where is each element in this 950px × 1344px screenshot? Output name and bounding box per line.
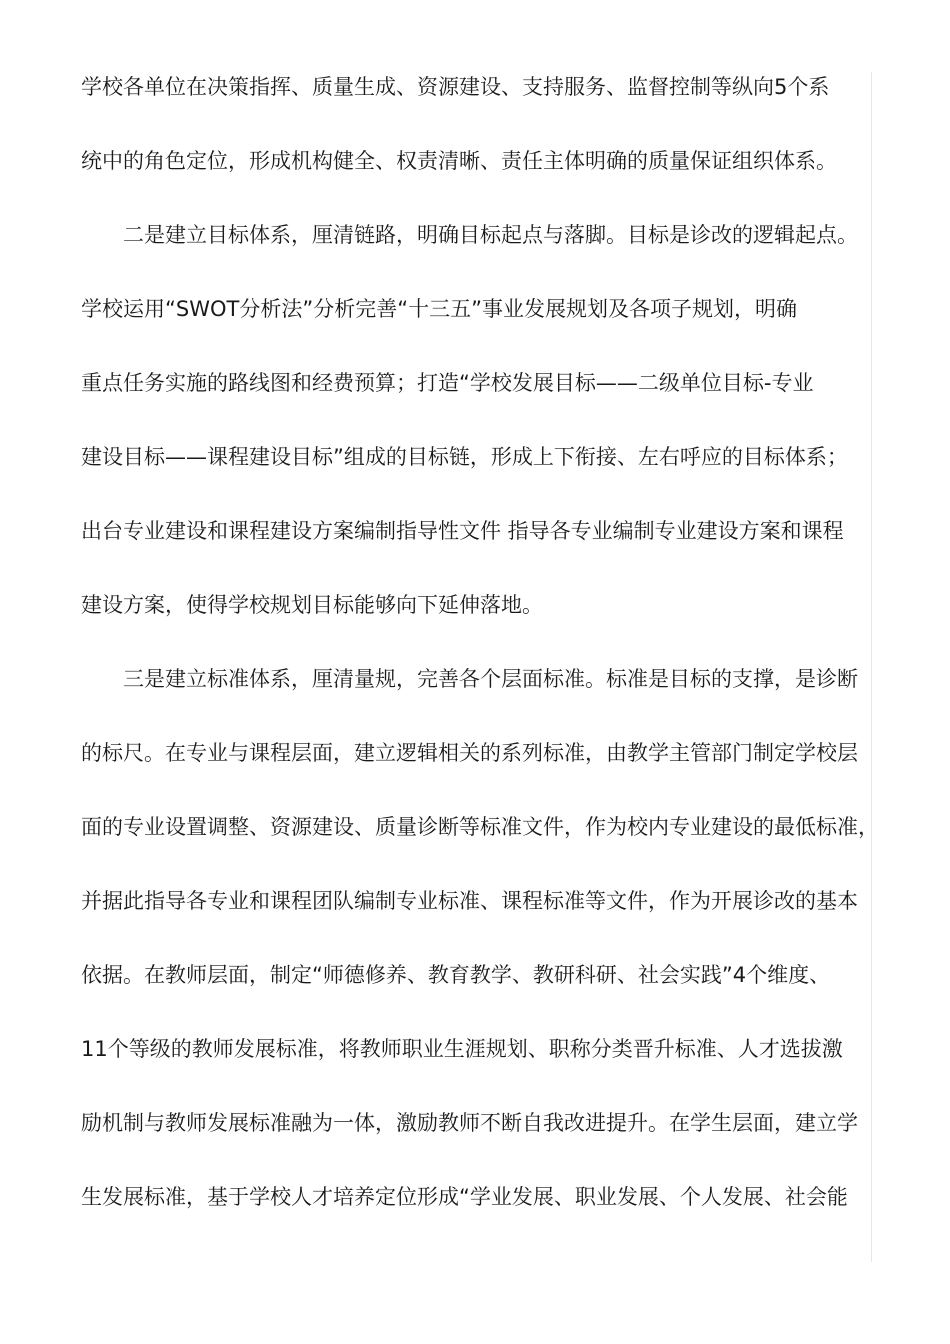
text-line: 出台专业建设和课程建设方案编制指导性文件 指导各专业编制专业建设方案和课程 [81,519,844,543]
text-line: 依据。在教师层面，制定“师德修养、教育教学、教研科研、社会实践”4个维度、 [81,963,831,987]
text-line: 学校运用“SWOT分析法”分析完善“十三五”事业发展规划及各项子规划，明确 [81,297,797,321]
text-line: 学校各单位在决策指挥、质量生成、资源建设、支持服务、监督控制等纵向5个系 [81,75,830,99]
paragraph-start-line: 三是建立标准体系，厘清量规，完善各个层面标准。标准是目标的支撑，是诊断 [123,667,858,691]
text-line: 并据此指导各专业和课程团队编制专业标准、课程标准等文件，作为开展诊改的基本 [81,889,858,913]
text-line: 励机制与教师发展标准融为一体，激励教师不断自我改进提升。在学生层面，建立学 [81,1111,858,1135]
text-line: 的标尺。在专业与课程层面，建立逻辑相关的系列标准，由教学主管部门制定学校层 [81,741,858,765]
text-line: 面的专业设置调整、资源建设、质量诊断等标准文件，作为校内专业建设的最低标准， [81,815,879,839]
text-line: 建设方案，使得学校规划目标能够向下延伸落地。 [81,593,543,617]
text-line: 11个等级的教师发展标准，将教师职业生涯规划、职称分类晋升标准、人才选拔激 [81,1037,843,1061]
text-line: 统中的角色定位，形成机构健全、权责清晰、责任主体明确的质量保证组织体系。 [81,149,837,173]
text-line: 生发展标准，基于学校人才培养定位形成“学业发展、职业发展、个人发展、社会能 [81,1185,848,1209]
text-line: 建设目标——课程建设目标”组成的目标链，形成上下衔接、左右呼应的目标体系； [81,445,848,469]
document-body [81,62,881,1246]
text-line: 重点任务实施的路线图和经费预算；打造“学校发展目标——二级单位目标-专业 [81,371,814,395]
paragraph-start-line: 二是建立目标体系，厘清链路，明确目标起点与落脚。目标是诊改的逻辑起点。 [123,223,858,247]
